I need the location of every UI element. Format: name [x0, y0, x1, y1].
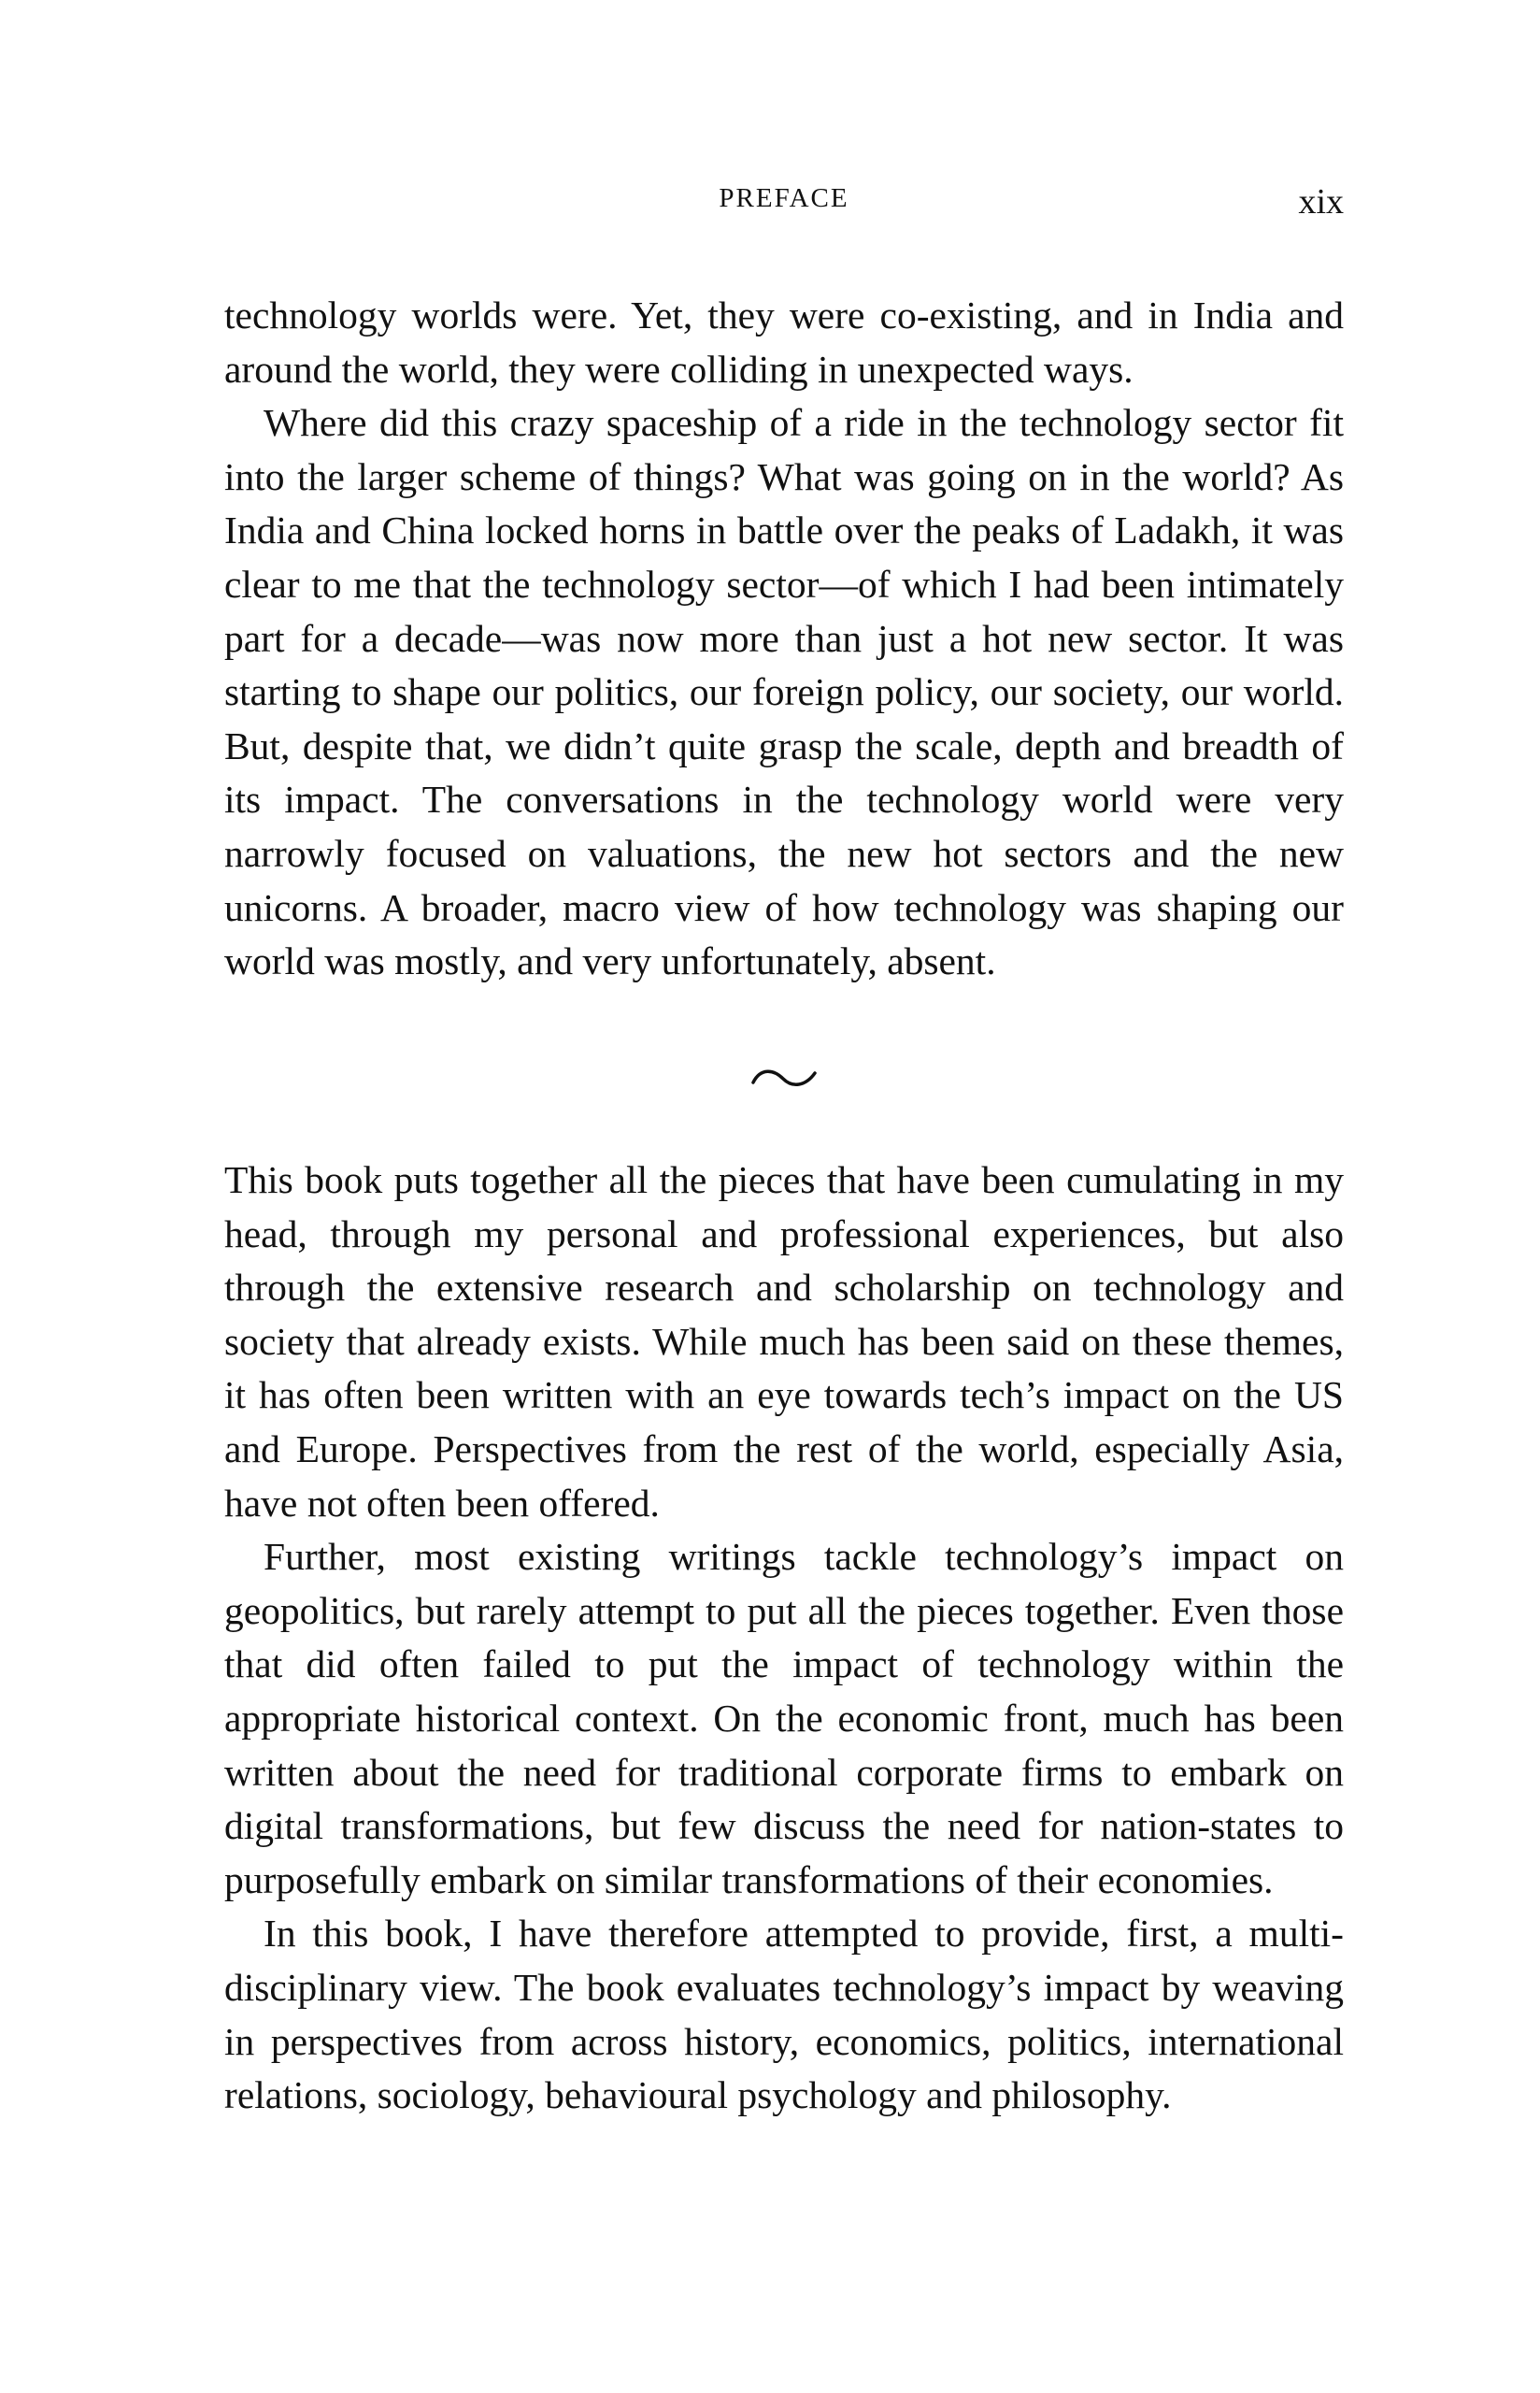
- paragraph: Where did this crazy spaceship of a ride in the technology sector fit into the larger scheme of things? What was going on in the world? As India and China locked horns in battle over the peaks of Ladakh, it was clear to me that the technology sector—of which I had been intimately part for a decade—was now more than just a hot new sector. It was starting to shape our politics, our foreign policy, our society, our world. But, despite that, we didn’t quite grasp the scale, depth and breadth of its impact. The conversations in the technology world were very narrowly focused on valuations, the new hot sectors and the new unicorns. A broader, macro view of how technology was shaping our world was mostly, and very unfortunately, absent.: [224, 401, 1344, 983]
- text-section-2: [224, 1154, 1344, 2123]
- running-title: PREFACE: [719, 183, 849, 213]
- paragraph: In this book, I have therefore attempted to provide, first, a multi-disciplinary view. The book evaluates technology’s impact by weaving in perspectives from across history, economics, politics, international relations, sociology, behavioural psychology and philosophy.: [224, 1912, 1344, 2117]
- running-header: [224, 178, 1344, 234]
- swung-dash-ornament-icon: [748, 1064, 822, 1092]
- paragraph: Further, most existing writings tackle technology’s impact on geopolitics, but rarely attempt to put all the pieces together. Even those that did often failed to put the impact of technology within the appropriate historical context. On the economic front, much has been written about the need for traditional corporate firms to embark on digital transformations, but few discuss the need for nation-states to purposefully embark on similar transformations of their economies.: [224, 1535, 1344, 1901]
- page-number: xix: [1298, 182, 1344, 222]
- paragraph: This book puts together all the pieces that have been cumulating in my head, through my personal and professional experiences, but also through the extensive research and scholarship on technology and society that already exists. While much has been said on these themes, it has often been written with an eye towards tech’s impact on the US and Europe. Perspectives from the rest of the world, especially Asia, have not often been offered.: [224, 1158, 1344, 1525]
- text-section-1: [224, 289, 1344, 989]
- paragraph-continued: technology worlds were. Yet, they were co-existing, and in India and around the world, they were colliding in unexpected ways.: [224, 294, 1344, 391]
